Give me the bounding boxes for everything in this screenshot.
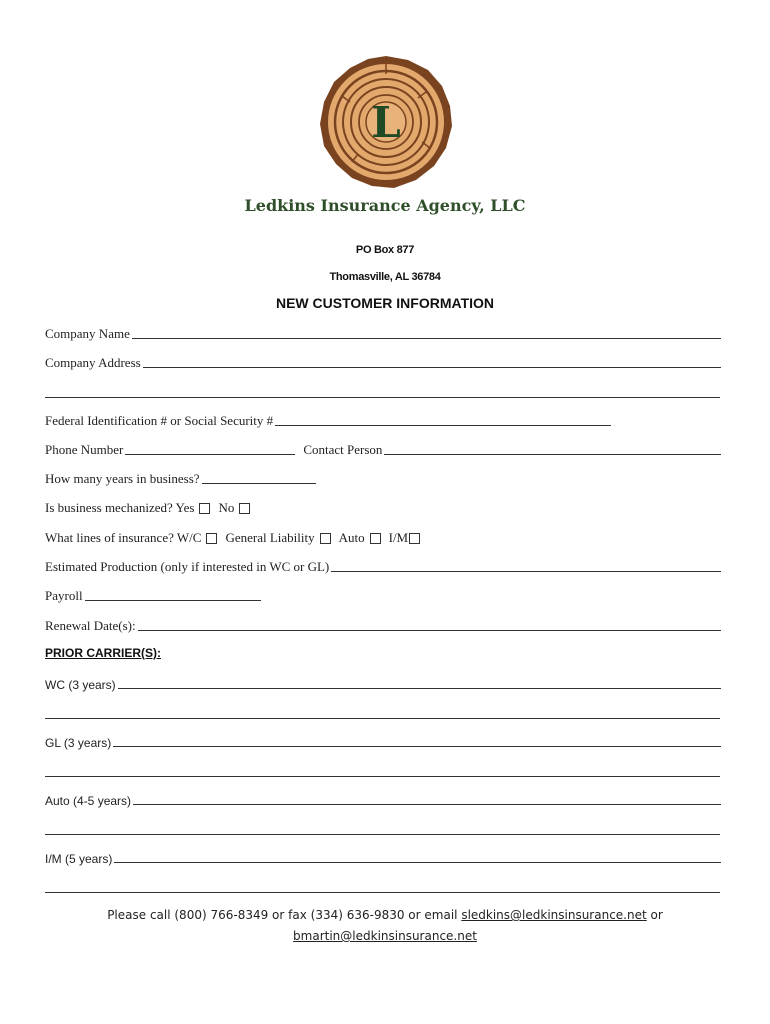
renewal-dates-label: Renewal Date(s): (45, 618, 136, 633)
lines-of-insurance-row (45, 526, 725, 546)
renewal-dates-row (45, 614, 725, 634)
im-prior-field[interactable] (114, 862, 721, 863)
auto-prior-row (45, 788, 725, 808)
years-row (45, 467, 725, 487)
wc-prior-row (45, 672, 725, 692)
federal-id-row (45, 409, 725, 429)
estimated-production-row (45, 555, 725, 575)
auto-prior-label: Auto (4-5 years) (45, 794, 132, 808)
footer-or: or (650, 908, 663, 922)
auto-label: Auto (338, 530, 365, 545)
im-prior-label: I/M (5 years) (45, 852, 113, 866)
im-prior-line-2[interactable] (45, 892, 720, 893)
lines-of-insurance-label: What lines of insurance? W/C (45, 530, 202, 545)
auto-prior-line-2[interactable] (45, 834, 720, 835)
years-in-business-label: How many years in business? (45, 471, 200, 486)
im-label: I/M (388, 530, 409, 545)
gl-prior-line-2[interactable] (45, 776, 720, 777)
logo-letter: L (371, 98, 401, 147)
general-liability-label: General Liability (225, 530, 315, 545)
phone-contact-row (45, 438, 725, 458)
auto-checkbox[interactable] (370, 533, 381, 544)
prior-carriers-heading: PRIOR CARRIER(S): (45, 646, 161, 660)
auto-prior-field[interactable] (133, 804, 721, 805)
federal-id-label: Federal Identification # or Social Security # (45, 413, 274, 428)
im-prior-row (45, 846, 725, 866)
email-link-bmartin[interactable]: bmartin@ledkinsinsurance.net (293, 929, 477, 943)
contact-person-field[interactable] (384, 454, 721, 455)
im-checkbox[interactable] (409, 533, 420, 544)
company-name-label: Company Name (45, 326, 130, 341)
wc-checkbox[interactable] (206, 533, 217, 544)
phone-field[interactable] (125, 454, 295, 455)
footer-contact (0, 908, 770, 922)
payroll-row (45, 584, 725, 604)
wc-prior-line-2[interactable] (45, 718, 720, 719)
payroll-label: Payroll (45, 588, 83, 603)
company-address-field[interactable] (143, 367, 721, 368)
renewal-dates-field[interactable] (138, 630, 721, 631)
general-liability-checkbox[interactable] (320, 533, 331, 544)
mechanized-yes-checkbox[interactable] (199, 503, 210, 514)
footer-contact-line-2 (0, 929, 770, 943)
company-address-label: Company Address (45, 355, 141, 370)
wc-prior-label: WC (3 years) (45, 678, 116, 692)
phone-label: Phone Number (45, 442, 124, 457)
gl-prior-field[interactable] (113, 746, 721, 747)
email-link-sledkins[interactable]: sledkins@ledkinsinsurance.net (461, 908, 647, 922)
footer-text: Please call (800) 766-8349 or fax (334) 636-9830 or email (107, 908, 458, 922)
gl-prior-row (45, 730, 725, 750)
mechanized-no-checkbox[interactable] (239, 503, 250, 514)
estimated-production-field[interactable] (331, 571, 721, 572)
gl-prior-label: GL (3 years) (45, 736, 112, 750)
company-address-line-2[interactable] (45, 397, 720, 398)
company-name-row (45, 322, 725, 342)
mechanized-label: Is business mechanized? Yes (45, 500, 195, 515)
company-address-row (45, 351, 725, 371)
years-in-business-field[interactable] (202, 483, 316, 484)
company-name-field[interactable] (132, 338, 721, 339)
federal-id-field[interactable] (275, 425, 611, 426)
contact-person-label: Contact Person (303, 442, 383, 457)
mechanized-no-label: No (218, 500, 235, 515)
po-box: PO Box 877 (355, 244, 415, 256)
city-state-zip: Thomasville, AL 36784 (329, 271, 441, 283)
mechanized-row (45, 496, 725, 516)
payroll-field[interactable] (85, 600, 261, 601)
form-title: NEW CUSTOMER INFORMATION (275, 295, 495, 311)
estimated-production-label: Estimated Production (only if interested in WC or GL) (45, 559, 330, 574)
wc-prior-field[interactable] (118, 688, 721, 689)
agency-name: Ledkins Insurance Agency, LLC (244, 196, 526, 215)
log-rings-logo-icon (316, 52, 456, 192)
